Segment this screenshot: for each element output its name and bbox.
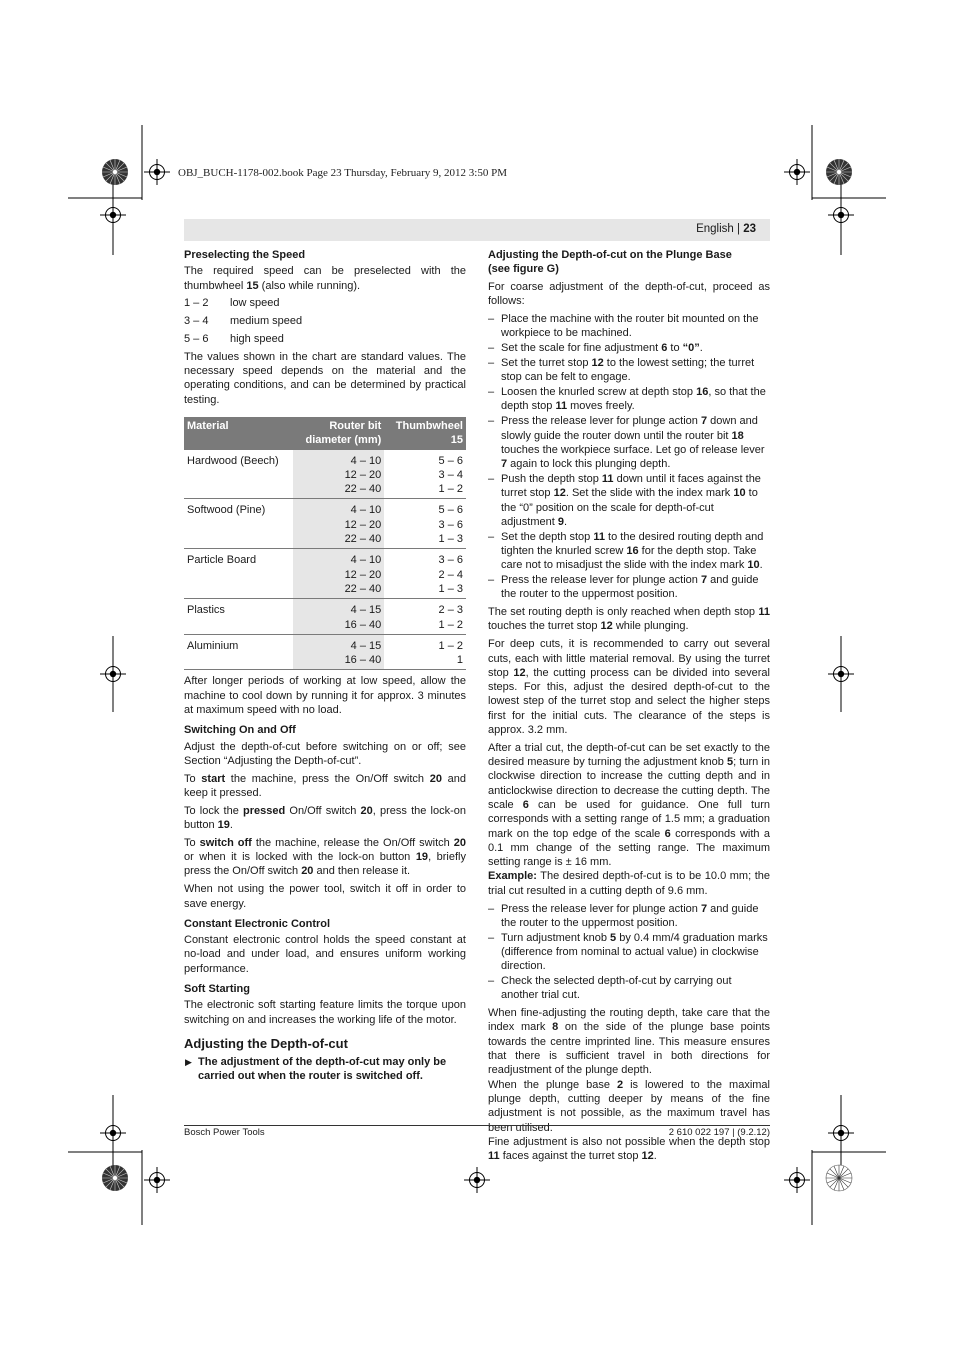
section-title-switching: Switching On and Off (184, 724, 296, 737)
table-header-row (184, 417, 466, 450)
speed-row: 3 – 4 medium speed (184, 315, 303, 328)
footer-rule (184, 1125, 770, 1126)
paragraph: Example: The desired depth-of-cut is to be 10.0 mm; the trial cut resulted in a cutting depth of 9.6 mm. (488, 870, 770, 897)
steps-list (488, 902, 770, 1003)
left-column (184, 248, 466, 1084)
paragraph: To switch off the machine, release the On/Off switch 20 or when it is locked with the lock-on button 19, briefly press the On/Off switch 20 and then release it. (184, 836, 466, 878)
header-language: English (696, 223, 734, 235)
list-item: – Turn adjustment knob 5 by 0.4 mm/4 graduation marks (difference from nominal to actual value) in clockwise direction. (488, 931, 770, 974)
triangle-bullet-icon: ▶ (185, 1056, 192, 1067)
table-row: Hardwood (Beech) 4 – 10 12 – 20 22 – 40 5 – 6 3 – 4 1 – 2 (184, 450, 466, 499)
table-row: Softwood (Pine) 4 – 10 12 – 20 22 – 40 5 – 6 3 – 6 1 – 3 (184, 499, 466, 549)
section-title-soft-starting: Soft Starting (184, 983, 250, 996)
list-item: – Set the turret stop 12 to the lowest setting; the turret stop can be felt to engage. (488, 356, 770, 385)
section-title-adjusting-depth: Adjusting the Depth-of-cut (184, 1035, 348, 1051)
steps-list (488, 312, 770, 601)
list-item: – Press the release lever for plunge action 7 down and slowly guide the router down until the router bit 18 touches the workpiece surface. Let go of release lever 7 again to lock this plunging depth. (488, 414, 770, 471)
list-item: – Loosen the knurled screw at depth stop 16, so that the depth stop 11 moves freely. (488, 385, 770, 414)
running-head (696, 223, 756, 235)
paragraph: After longer periods of working at low speed, allow the machine to cool down by running it for approx. 3 minutes at maximum speed with no load. (184, 675, 466, 717)
paragraph: Adjust the depth-of-cut before switching on or off; see Section “Adjusting the Depth-of-cut”. (184, 740, 466, 767)
header-separator: | (737, 223, 740, 235)
list-item: – Press the release lever for plunge action 7 and guide the router to the uppermost position. (488, 573, 770, 602)
paragraph: Fine adjustment is also not possible when the depth stop 11 faces against the turret stop 12. (488, 1135, 770, 1163)
page-number: 23 (743, 223, 756, 235)
section-title-preselect: Preselecting the Speed (184, 249, 306, 261)
paragraph: To lock the pressed On/Off switch 20, press the lock-on button 19. (184, 804, 467, 832)
section-title-plunge-base: Adjusting the Depth-of-cut on the Plunge Base (see figure G) (488, 249, 732, 276)
print-slug: OBJ_BUCH-1178-002.book Page 23 Thursday, February 9, 2012 3:50 PM (178, 167, 507, 179)
table-row: Particle Board 4 – 10 12 – 20 22 – 40 3 – 6 2 – 4 1 – 3 (184, 549, 466, 599)
list-item: – Set the depth stop 11 to the desired routing depth and tighten the knurled screw 16 for the depth stop. Take care not to misadjust the slide with the index mark 10. (488, 530, 770, 573)
speed-row: 5 – 6 high speed (184, 332, 284, 345)
speed-row: 1 – 2 low speed (184, 297, 280, 310)
page-header (184, 219, 770, 241)
paragraph: After a trial cut, the depth-of-cut can be set exactly to the desired measure by turning the adjustment knob 5; turn in clockwise direction to increase the cutting depth and in anticlockwise direction to decrease the cutting depth. The scale 6 can be used for guidance. One full turn corresponds with a setting range of 1.5 mm; a graduation mark on the top edge of the scale 6 corresponds with a 0.1 mm change of the setting range. The maximum setting range is ± 16 mm. (488, 741, 770, 869)
footer-brand: Bosch Power Tools (184, 1127, 265, 1138)
list-item: – Check the selected depth-of-cut by carrying out another trial cut. (488, 974, 770, 1003)
paragraph: The electronic soft starting feature limits the torque upon switching on and increases the working life of the motor. (184, 999, 466, 1026)
section-title-electronic-control: Constant Electronic Control (184, 917, 331, 930)
paragraph: When fine-adjusting the routing depth, take care that the index mark 8 on the side of the plunge base points towards the centre imprinted line. This measure ensures that there is sufficient travel in both directions for readjustment of the plunge depth. (488, 1007, 771, 1077)
paragraph: For deep cuts, it is recommended to carry out several cuts, each with little material removal. By using the turret stop 12, the cutting process can be divided into several steps. For this, adjust the desired depth-of-cut to the lowest step of the turret stop and select the higher steps first for the initial cuts. The clearance of the steps is approx. 3.2 mm. (488, 638, 770, 736)
column-header-material: Material (184, 417, 293, 450)
paragraph: The required speed can be preselected with the thumbwheel 15 (also while running). (184, 265, 466, 292)
table-row: Plastics 4 – 15 16 – 40 2 – 3 1 – 2 (184, 599, 466, 635)
paragraph: For coarse adjustment of the depth-of-cut, proceed as follows: (488, 280, 770, 307)
list-item: – Set the scale for fine adjustment 6 to “0”. (488, 341, 770, 355)
paragraph: The set routing depth is only reached when depth stop 11 touches the turret stop 12 while plunging. (488, 606, 770, 633)
paragraph: When the plunge base 2 is lowered to the maximal plunge depth, cutting deeper by means of the fine adjustment is not possible, as the maximum travel has been utilised. (488, 1078, 770, 1134)
table-row: Aluminium 4 – 15 16 – 40 1 – 2 1 (184, 634, 466, 670)
list-item: – Place the machine with the router bit mounted on the workpiece to be machined. (488, 312, 770, 341)
paragraph: Constant electronic control holds the speed constant at no-load and under load, and ensures uniform working performance. (184, 934, 466, 975)
paragraph: To start the machine, press the On/Off switch 20 and keep it pressed. (184, 772, 466, 799)
speed-table (184, 417, 466, 670)
column-header-thumbwheel: Thumbwheel 15 (384, 417, 466, 450)
footer-doc-number: 2 610 022 197 | (9.2.12) (668, 1127, 770, 1138)
right-column (488, 248, 770, 1167)
warning-note: ▶ The adjustment of the depth-of-cut may only be carried out when the router is switched off. (185, 1055, 447, 1083)
paragraph: The values shown in the chart are standard values. The necessary speed depends on the material and the operating conditions, and can be determined by practical testing. (184, 350, 466, 406)
list-item: – Press the release lever for plunge action 7 and guide the router to the uppermost position. (488, 902, 770, 931)
column-header-bit-diameter: Router bit diameter (mm) (293, 417, 384, 450)
list-item: – Push the depth stop 11 down until it faces against the turret stop 12. Set the slide with the index mark 10 to the “0” position on the scale for depth-of-cut adjustment 9. (488, 472, 770, 529)
paragraph: When not using the power tool, switch it off in order to save energy. (184, 883, 466, 910)
